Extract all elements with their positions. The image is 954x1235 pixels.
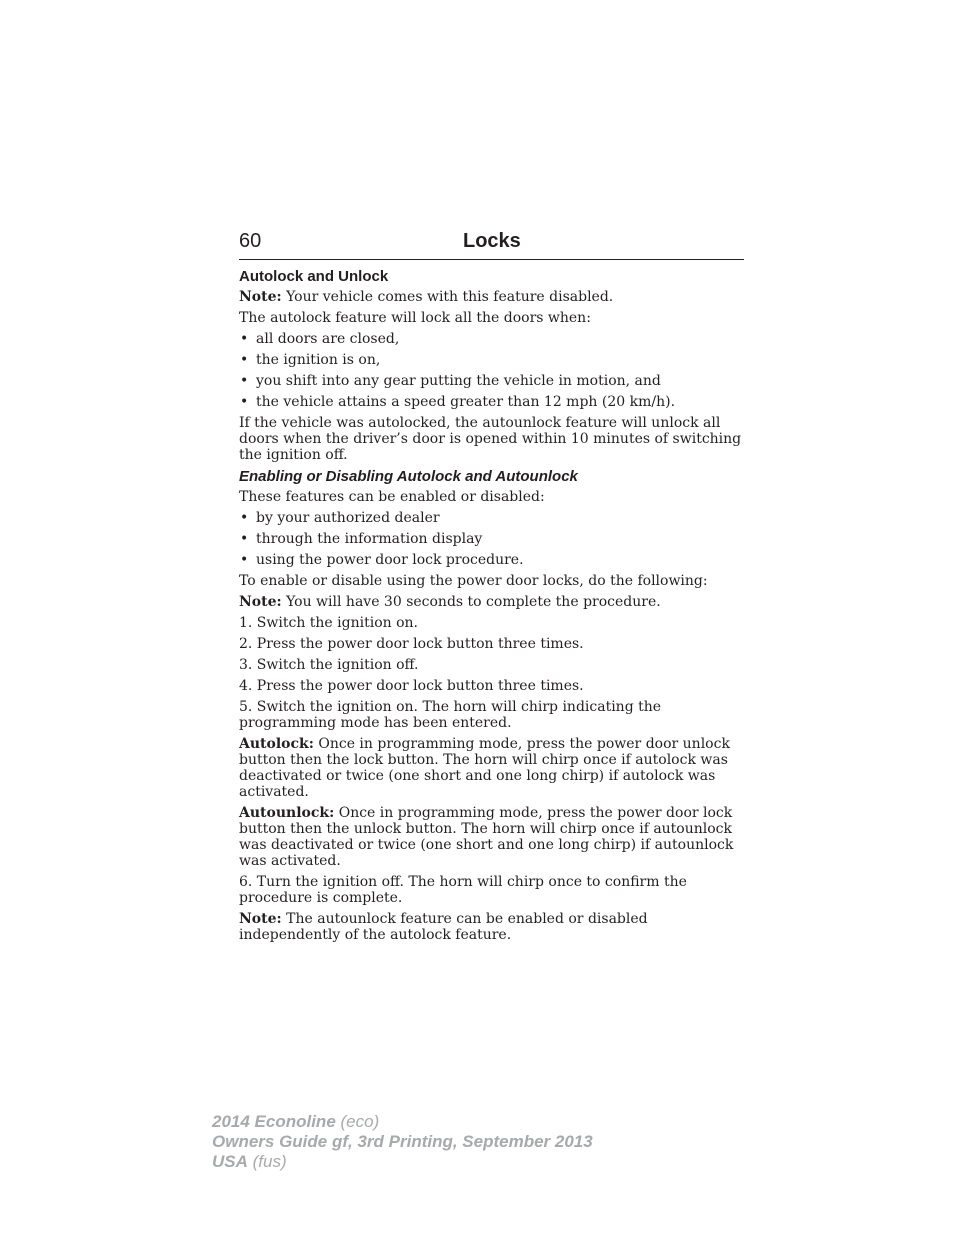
heading-enabling-disabling: Enabling or Disabling Autolock and Autounlock: [239, 468, 578, 485]
note-label: Note:: [239, 594, 282, 610]
footer-model-code: (eco): [335, 1112, 380, 1131]
note-label: Note:: [239, 289, 282, 305]
procedure-step: 1. Switch the ignition on.: [239, 615, 418, 631]
list-item-text: the ignition is on,: [256, 352, 381, 368]
list-item: [239, 552, 745, 568]
list-item: [239, 394, 745, 410]
list-item: [239, 331, 745, 347]
heading-autolock-unlock: Autolock and Unlock: [239, 268, 389, 285]
autounlock-text: Once in programming mode, press the power door lock button then the unlock button. The horn will chirp once if autounlock was deactivated or twice (one short and one long chirp) if autounlock was activated.: [239, 805, 734, 869]
autolock-label: Autolock:: [239, 736, 314, 752]
procedure-step: 6. Turn the ignition off. The horn will chirp once to confirm the procedure is complete.: [239, 874, 687, 906]
footer-line-market: [212, 1152, 593, 1172]
procedure-step: 5. Switch the ignition on. The horn will chirp indicating the programming mode has been entered.: [239, 699, 662, 731]
list-item-text: the vehicle attains a speed greater than 12 mph (20 km/h).: [256, 394, 676, 410]
intro-paragraph: The autolock feature will lock all the doors when:: [239, 310, 591, 326]
page-footer: [212, 1112, 593, 1172]
bullet-icon: •: [240, 373, 249, 389]
note-text: Your vehicle comes with this feature disabled.: [281, 289, 614, 305]
procedure-step: 2. Press the power door lock button three times.: [239, 636, 584, 652]
bullet-icon: •: [240, 510, 249, 526]
list-item: [239, 531, 745, 547]
procedure-intro: To enable or disable using the power door locks, do the following:: [239, 573, 708, 589]
bullet-icon: •: [240, 352, 249, 368]
list-item-text: using the power door lock procedure.: [256, 552, 524, 568]
bullet-icon: •: [240, 331, 249, 347]
page-header: [239, 228, 744, 260]
page-content: [239, 268, 745, 948]
note-paragraph: [239, 911, 745, 943]
autounlock-paragraph: If the vehicle was autolocked, the autounlock feature will unlock all doors when the driver’s door is opened within 10 minutes of switching the ignition off.: [239, 415, 742, 463]
note-text: You will have 30 seconds to complete the procedure.: [281, 594, 661, 610]
note-text: The autounlock feature can be enabled or disabled independently of the autolock feature.: [239, 911, 648, 943]
note-paragraph: [239, 594, 745, 610]
note-paragraph: [239, 289, 745, 305]
page-number: 60: [239, 230, 262, 252]
autolock-text: Once in programming mode, press the power door unlock button then the lock button. The horn will chirp once if autolock was deactivated or twice (one short and one long chirp) if autolock was activated.: [239, 736, 730, 800]
intro2-paragraph: These features can be enabled or disabled:: [239, 489, 545, 505]
list-item: [239, 510, 745, 526]
footer-model: 2014 Econoline: [212, 1112, 336, 1131]
procedure-step: 3. Switch the ignition off.: [239, 657, 419, 673]
bullet-icon: •: [240, 394, 249, 410]
procedure-step: 4. Press the power door lock button three times.: [239, 678, 584, 694]
list-item: [239, 373, 745, 389]
autounlock-instructions: [239, 805, 745, 869]
list-item: [239, 352, 745, 368]
footer-market: USA: [212, 1152, 248, 1171]
list-item-text: all doors are closed,: [256, 331, 400, 347]
bullet-icon: •: [240, 552, 249, 568]
list-item-text: through the information display: [256, 531, 483, 547]
autolock-paragraph: [239, 736, 745, 800]
footer-line-guide: Owners Guide gf, 3rd Printing, September 2013: [212, 1132, 593, 1151]
list-item-text: by your authorized dealer: [256, 510, 440, 526]
section-title: Locks: [463, 230, 521, 252]
autounlock-label: Autounlock:: [239, 805, 335, 821]
footer-line-model: [212, 1112, 593, 1132]
note-label: Note:: [239, 911, 282, 927]
bullet-icon: •: [240, 531, 249, 547]
footer-market-code: (fus): [247, 1152, 287, 1171]
list-item-text: you shift into any gear putting the vehicle in motion, and: [256, 373, 661, 389]
